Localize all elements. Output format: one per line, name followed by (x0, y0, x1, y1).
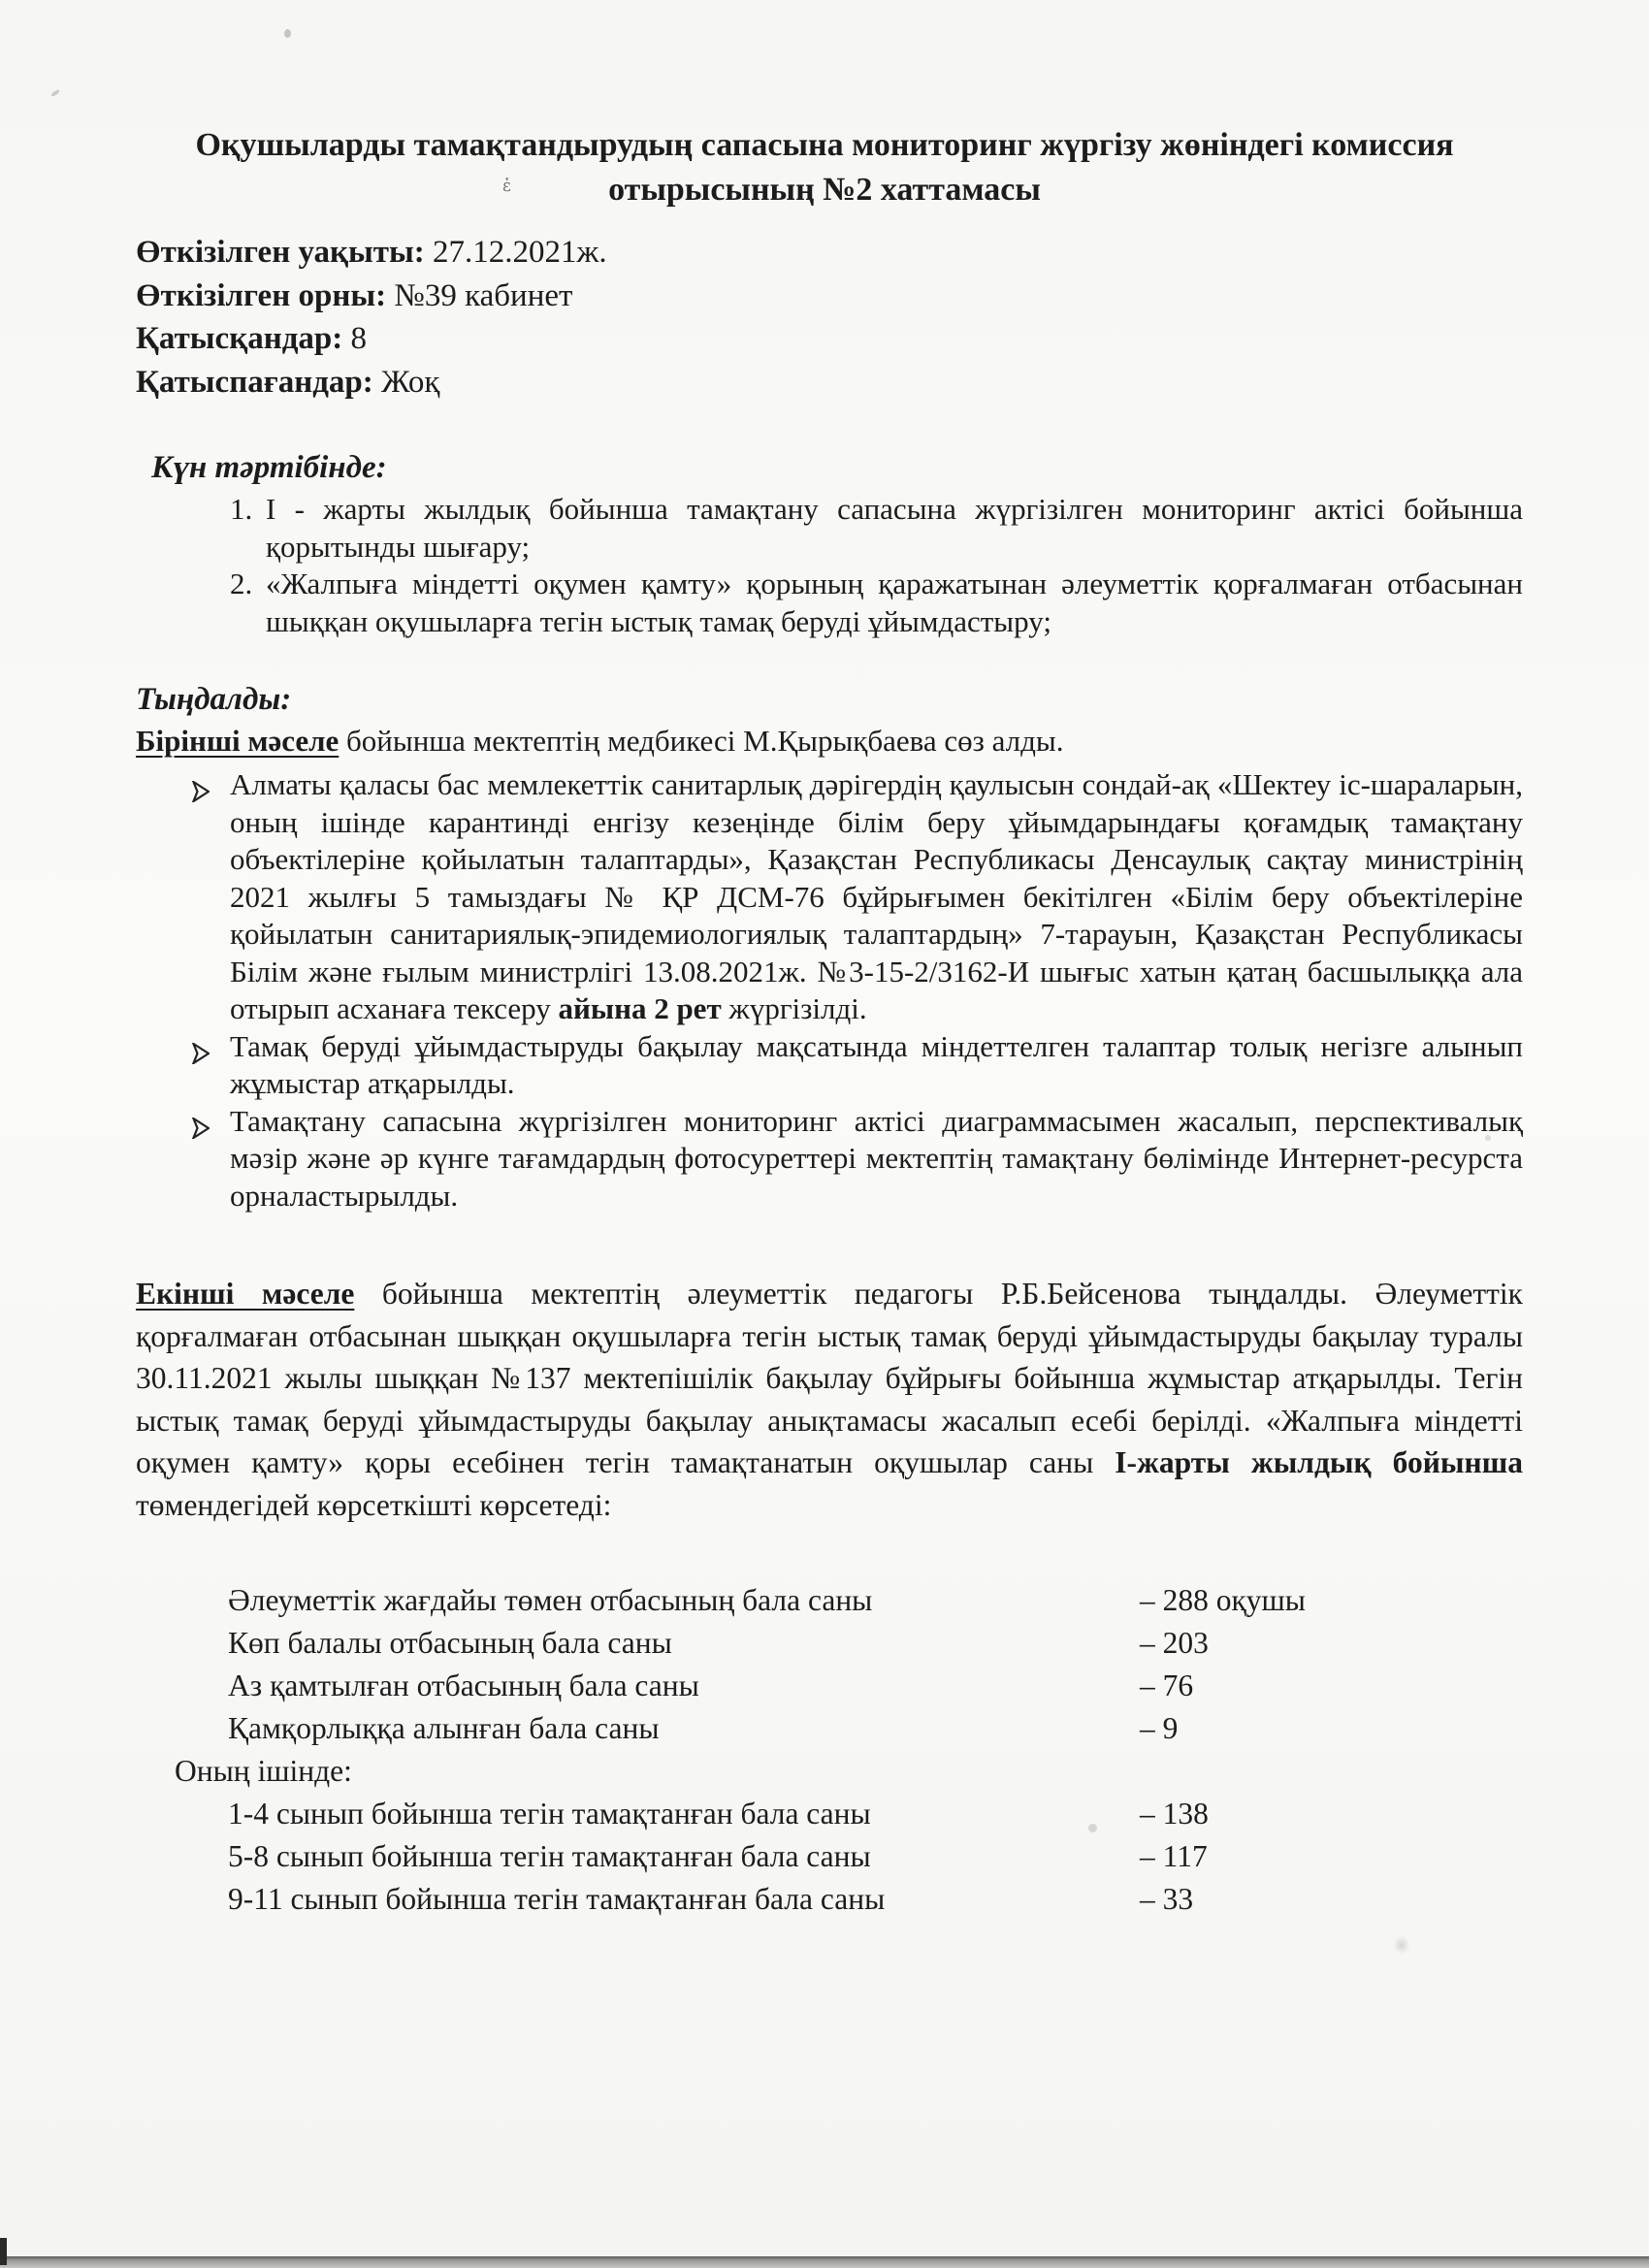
document-title (0, 123, 1649, 212)
stat-row (136, 1707, 1523, 1750)
agenda-item (260, 491, 1523, 566)
bullet-item (136, 1028, 1523, 1103)
scan-edge-mark (0, 2238, 7, 2265)
heard-heading: Тыңдалды: (136, 682, 292, 717)
bullet-text: Алматы қаласы бас мемлекеттік санитарлық дәрігердің қаулысын сондай-ақ «Шектеу іс-шараларын, оның ішінде карантинді енгізу кезеңінде білім беру ұйымдарындағы қоғамдық тамақтану объектілеріне қойылатын талаптарды», Қазақстан Республикасы Денсаулық сақтау министрінің 2021 жылғы 5 тамыздағы № ҚР ДСМ-76 бұйрығымен бекітілген «Білім беру объектілеріне қойылатын санитариялық-эпидемиологиялық талаптардың» 7-тарауын, Қазақстан Республикасы Білім және ғылым министрлігі 13.08.2021ж. №3-15-2/3162-И шығыс хатын қатаң басшылыққа ала отырып асханаға тексеру (230, 767, 1523, 1025)
stat-label: Көп балалы отбасының бала саны (228, 1626, 672, 1660)
stat-value: – 76 (1140, 1669, 1194, 1702)
bullet-text: Тамақ беруді ұйымдастыруды бақылау мақсатында міндеттелген талаптар толық негізге алынып жұмыстар атқарылды. (230, 1028, 1523, 1100)
stat-row (136, 1878, 1523, 1921)
stat-label: Аз қамтылған отбасының бала саны (228, 1669, 699, 1702)
title-line-2: отырысының №2 хаттамасы (608, 171, 1041, 208)
stat-row (136, 1665, 1523, 1707)
first-issue-label: Бірінші мәселе (136, 724, 340, 758)
scan-speck (1088, 1824, 1097, 1832)
arrowhead-right-icon (192, 1111, 210, 1149)
meta-row-absent (136, 361, 607, 405)
second-issue-paragraph (136, 1273, 1523, 1526)
meta-label: Қатыспағандар: (136, 364, 373, 400)
agenda-section (136, 448, 1523, 640)
stat-value: – 138 (1140, 1797, 1209, 1831)
stat-row (136, 1579, 1523, 1622)
meta-block (136, 231, 607, 404)
first-issue-lead (136, 720, 1523, 762)
stats-table (136, 1579, 1523, 1921)
bullet-text: Тамақтану сапасына жүргізілген мониторинг актісі диаграммасымен жасалып, перспективалық мәзір және әр күнге тағамдардың фотосуреттері мектептің тамақтану бөлімінде Интернет-ресурста орналастырылды. (230, 1103, 1523, 1213)
meta-row-place (136, 275, 607, 318)
stat-label: 1-4 сынып бойынша тегін тамақтанған бала саны (228, 1797, 871, 1831)
arrowhead-right-icon (192, 1036, 210, 1074)
meta-value: 8 (350, 321, 368, 356)
meta-label: Қатысқандар: (136, 321, 343, 356)
scan-smudge (1391, 1932, 1412, 1958)
meta-label: Өткізілген уақыты: (136, 235, 425, 270)
meta-row-time (136, 231, 607, 275)
bullet-text-bold: айына 2 рет (558, 991, 722, 1025)
stat-value: – 9 (1140, 1711, 1179, 1745)
agenda-item (260, 566, 1523, 640)
title-line-1: Оқушыларды тамақтандырудың сапасына мониторинг жүргізу жөніндегі комиссия (195, 126, 1454, 163)
bullet-item (136, 1103, 1523, 1215)
stat-row (136, 1835, 1523, 1878)
agenda-list (136, 491, 1523, 640)
stat-label: 5-8 сынып бойынша тегін тамақтанған бала саны (228, 1839, 871, 1873)
meta-value: 27.12.2021ж. (433, 235, 607, 270)
second-issue-text-bold: I-жарты жылдық бойынша (1115, 1445, 1523, 1479)
bullet-item (136, 766, 1523, 1028)
first-issue-text: бойынша мектептің медбикесі М.Қырықбаева сөз алды. (339, 724, 1064, 758)
meta-label: Өткізілген орны: (136, 277, 387, 313)
meta-row-attended (136, 317, 607, 361)
arrowhead-right-icon (192, 774, 210, 812)
stats-subheading: Оның ішінде: (175, 1754, 352, 1788)
stat-value: – 117 (1140, 1839, 1208, 1873)
second-issue-text: төмендегідей көрсеткішті көрсетеді: (136, 1487, 612, 1522)
bullet-text: жүргізілді. (721, 991, 867, 1025)
scan-squiggle: ἐ (502, 177, 512, 196)
stat-label: Әлеуметтік жағдайы төмен отбасының бала саны (228, 1583, 873, 1617)
heard-section (136, 679, 1523, 1215)
first-issue-bullets (136, 766, 1523, 1215)
scan-speck (50, 88, 60, 97)
meta-value: №39 кабинет (394, 277, 573, 313)
scan-speck (1485, 1135, 1491, 1141)
stat-value: – 203 (1140, 1626, 1209, 1660)
scan-speck (284, 29, 291, 38)
agenda-item-text: I - жарты жылдық бойынша тамақтану сапасына жүргізілген мониторинг актісі бойынша қорытынды шығару; (266, 492, 1523, 564)
scan-bottom-edge (0, 2256, 1649, 2268)
meta-value: Жоқ (381, 364, 440, 400)
stat-value: – 33 (1140, 1882, 1194, 1916)
second-issue-text: бойынша мектептің әлеуметтік педагогы Р.Б.Бейсенова тыңдалды. Әлеуметтік қорғалмаған отбасынан шыққан оқушыларға тегін ыстық тамақ беруді ұйымдастыруды бақылау туралы 30.11.2021 жылы шыққан №137 мектепішілік бақылау бұйрығы бойынша жұмыстар атқарылды. Тегін ыстық тамақ беруді ұйымдастыруды бақылау анықтамасы жасалып есебі берілді. «Жалпыға міндетті оқумен қамту» қоры есебінен тегін тамақтанатын оқушылар саны (136, 1277, 1523, 1479)
stat-label: Қамқорлыққа алынған бала саны (228, 1711, 660, 1745)
agenda-item-text: «Жалпыға міндетті оқумен қамту» қорының қаражатынан әлеуметтік қорғалмаған отбасынан шыққан оқушыларға тегін ыстық тамақ беруді ұйымдастыру; (266, 567, 1523, 638)
stat-row (136, 1793, 1523, 1835)
stat-label: 9-11 сынып бойынша тегін тамақтанған бала саны (228, 1882, 886, 1916)
agenda-heading: Күн тәртібінде: (151, 450, 387, 485)
second-issue-label: Екінші мәселе (136, 1277, 355, 1311)
stat-value: – 288 оқушы (1140, 1583, 1306, 1617)
stat-row (136, 1622, 1523, 1665)
